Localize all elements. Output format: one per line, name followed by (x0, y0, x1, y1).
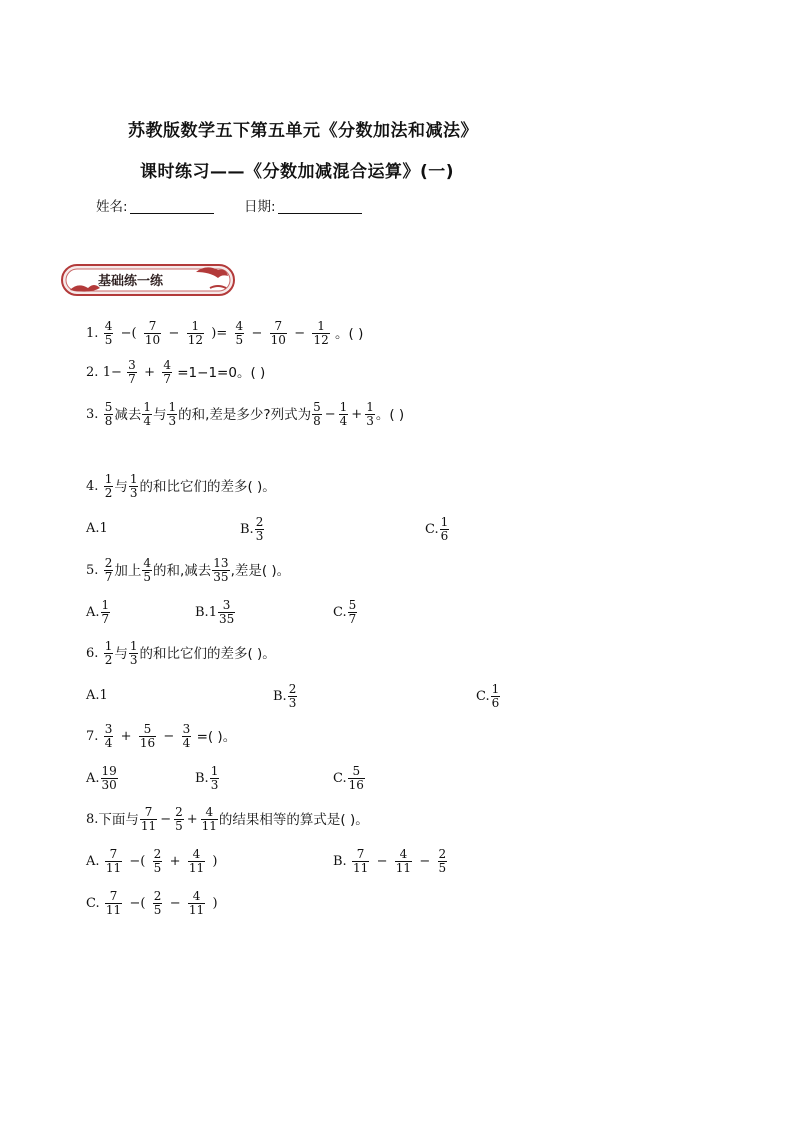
option-8b[interactable]: B. $\frac{7}{11}$ − $\frac{4}{11}$ − $\frac{2}{5}$ (333, 847, 447, 875)
fraction: $\frac{1}{12}$ (313, 319, 329, 347)
question-text: 的和比它们的差多( )。 (139, 645, 276, 662)
fraction: $\frac{1}{3}$ (129, 472, 138, 500)
fraction: $\frac{1}{4}$ (143, 400, 151, 428)
question-text: 的结果相等的算式是( )。 (218, 811, 369, 828)
fraction: $\frac{1}{3}$ (129, 639, 138, 667)
fraction: $\frac{1}{4}$ (339, 400, 348, 428)
expression-text: 1− (102, 364, 122, 380)
fraction: $\frac{4}{11}$ (188, 889, 205, 917)
question-text: 与 (114, 645, 128, 662)
answer-blank[interactable]: =1−1=0。( ) (177, 364, 266, 381)
name-field (96, 195, 214, 215)
fraction: $\frac{4}{11}$ (188, 847, 205, 875)
question-text: 减去 (114, 406, 142, 423)
fraction: $\frac{2}{5}$ (153, 889, 162, 917)
option-7a[interactable]: A. $\frac{19}{30}$ (86, 764, 117, 792)
fraction: $\frac{7}{11}$ (105, 847, 122, 875)
question-text: 与 (114, 478, 128, 495)
fraction: $\frac{5}{7}$ (348, 598, 357, 626)
fraction: $\frac{3}{35}$ (218, 598, 235, 626)
option-7b[interactable]: B. $\frac{1}{3}$ (195, 764, 219, 792)
option-4b[interactable]: B. $\frac{2}{3}$ (240, 515, 264, 543)
date-blank[interactable] (278, 213, 362, 214)
fraction: $\frac{7}{10}$ (144, 319, 161, 347)
answer-blank[interactable]: 。( ) (375, 406, 405, 423)
question-text: 下面与 (98, 811, 139, 828)
fraction: $\frac{2}{5}$ (175, 805, 183, 833)
date-label: 日期: (244, 199, 276, 215)
fraction: $\frac{2}{5}$ (153, 847, 162, 875)
fraction: $\frac{1}{2}$ (104, 639, 113, 667)
question-2: 2. 1− $\frac{3}{7}$ + $\frac{4}{7}$ =1−1=0。( ) (86, 358, 266, 386)
fraction: $\frac{3}{4}$ (104, 722, 113, 750)
question-number: 3. (86, 406, 99, 422)
question-text: 与 (152, 406, 167, 423)
fraction: $\frac{1}{3}$ (168, 400, 177, 428)
fraction: $\frac{2}{7}$ (104, 556, 113, 584)
fraction: $\frac{3}{4}$ (182, 722, 191, 750)
option-5a[interactable]: A. $\frac{1}{7}$ (86, 598, 110, 626)
fraction: $\frac{2}{3}$ (288, 682, 297, 710)
question-number: 8. (86, 811, 99, 827)
fraction: $\frac{19}{30}$ (101, 764, 117, 792)
question-5 (86, 557, 290, 584)
fraction: $\frac{13}{35}$ (213, 556, 229, 584)
fraction: $\frac{7}{11}$ (105, 889, 122, 917)
fraction: $\frac{4}{11}$ (395, 847, 412, 875)
question-text: ,差是( )。 (230, 562, 291, 579)
fraction: $\frac{4}{5}$ (104, 319, 113, 347)
question-text: 的和,减去 (152, 562, 212, 579)
question-3: 3. $\frac{5}{8}$ 减去 $\frac{1}{4}$ 与 $\frac{1}{3}$ 的和,差是多少?列式为 $\frac{5}{8}$ − $\frac{1}{4}$ + $\frac{1}{3}$ 。( ) (86, 400, 405, 428)
option-4a[interactable]: A.1 (86, 520, 108, 536)
question-6 (86, 640, 276, 667)
option-5b[interactable]: B.1 $\frac{3}{35}$ (195, 598, 235, 626)
fraction: $\frac{1}{3}$ (366, 400, 374, 428)
fraction: $\frac{1}{3}$ (210, 764, 219, 792)
fraction: $\frac{5}{8}$ (313, 400, 321, 428)
fraction: $\frac{5}{16}$ (139, 722, 156, 750)
fraction: $\frac{5}{8}$ (104, 400, 113, 428)
question-text: 的和,差是多少?列式为 (178, 406, 312, 423)
question-1: 1. $\frac{4}{5}$ −( $\frac{7}{10}$ − $\frac{1}{12}$ )= $\frac{4}{5}$ − $\frac{7}{10}$ − $\frac{1}{12}$ 。( ) (86, 319, 364, 347)
question-number: 7. (86, 728, 99, 744)
fraction: $\frac{1}{6}$ (491, 682, 500, 710)
fraction: $\frac{4}{11}$ (201, 805, 217, 833)
page-subtitle: 课时练习——《分数加减混合运算》(一) (140, 162, 455, 182)
fraction: $\frac{7}{11}$ (140, 805, 157, 833)
fraction: $\frac{2}{5}$ (438, 847, 447, 875)
question-7: 7. $\frac{3}{4}$ + $\frac{5}{16}$ − $\frac{3}{4}$ =( )。 (86, 722, 237, 750)
option-5c[interactable]: C. $\frac{5}{7}$ (333, 598, 357, 626)
option-8a[interactable]: A. $\frac{7}{11}$ −( $\frac{2}{5}$ + $\frac{4}{11}$ ) (86, 847, 218, 875)
fraction: $\frac{7}{10}$ (270, 319, 286, 347)
option-6c[interactable]: C. $\frac{1}{6}$ (476, 682, 500, 710)
option-4c[interactable]: C. $\frac{1}{6}$ (425, 515, 449, 543)
fraction: $\frac{4}{7}$ (163, 358, 171, 386)
question-number: 6. (86, 645, 99, 661)
question-text: 加上 (114, 562, 142, 579)
section-banner (60, 262, 236, 298)
name-label: 姓名: (96, 199, 128, 215)
fraction: $\frac{1}{7}$ (101, 598, 110, 626)
fraction: $\frac{1}{12}$ (187, 319, 203, 347)
question-number: 1. (86, 325, 99, 341)
option-6a[interactable]: A.1 (86, 687, 108, 703)
fraction: $\frac{5}{16}$ (348, 764, 364, 792)
option-6b[interactable]: B. $\frac{2}{3}$ (273, 682, 297, 710)
page-title: 苏教版数学五下第五单元《分数加法和减法》 (128, 121, 478, 141)
fraction: $\frac{1}{6}$ (440, 515, 449, 543)
date-field (244, 195, 362, 215)
question-4 (86, 473, 276, 500)
question-number: 5. (86, 562, 99, 578)
option-8c[interactable]: C. $\frac{7}{11}$ −( $\frac{2}{5}$ − $\frac{4}{11}$ ) (86, 889, 218, 917)
section-label: 基础练一练 (98, 274, 164, 289)
fraction: $\frac{4}{5}$ (235, 319, 244, 347)
question-number: 4. (86, 478, 99, 494)
answer-blank[interactable]: 。( ) (335, 325, 364, 342)
question-text: 的和比它们的差多( )。 (139, 478, 276, 495)
option-7c[interactable]: C. $\frac{5}{16}$ (333, 764, 364, 792)
fraction: $\frac{1}{2}$ (104, 472, 113, 500)
question-number: 2. (86, 364, 99, 380)
fraction: $\frac{7}{11}$ (352, 847, 369, 875)
fraction: $\frac{2}{3}$ (255, 515, 264, 543)
fraction: $\frac{3}{7}$ (128, 358, 136, 386)
fraction: $\frac{4}{5}$ (143, 556, 151, 584)
question-8: 8.下面与 $\frac{7}{11}$ − $\frac{2}{5}$ + $\frac{4}{11}$ 的结果相等的算式是( )。 (86, 805, 369, 833)
answer-blank[interactable]: =( )。 (196, 728, 237, 745)
name-blank[interactable] (130, 213, 214, 214)
